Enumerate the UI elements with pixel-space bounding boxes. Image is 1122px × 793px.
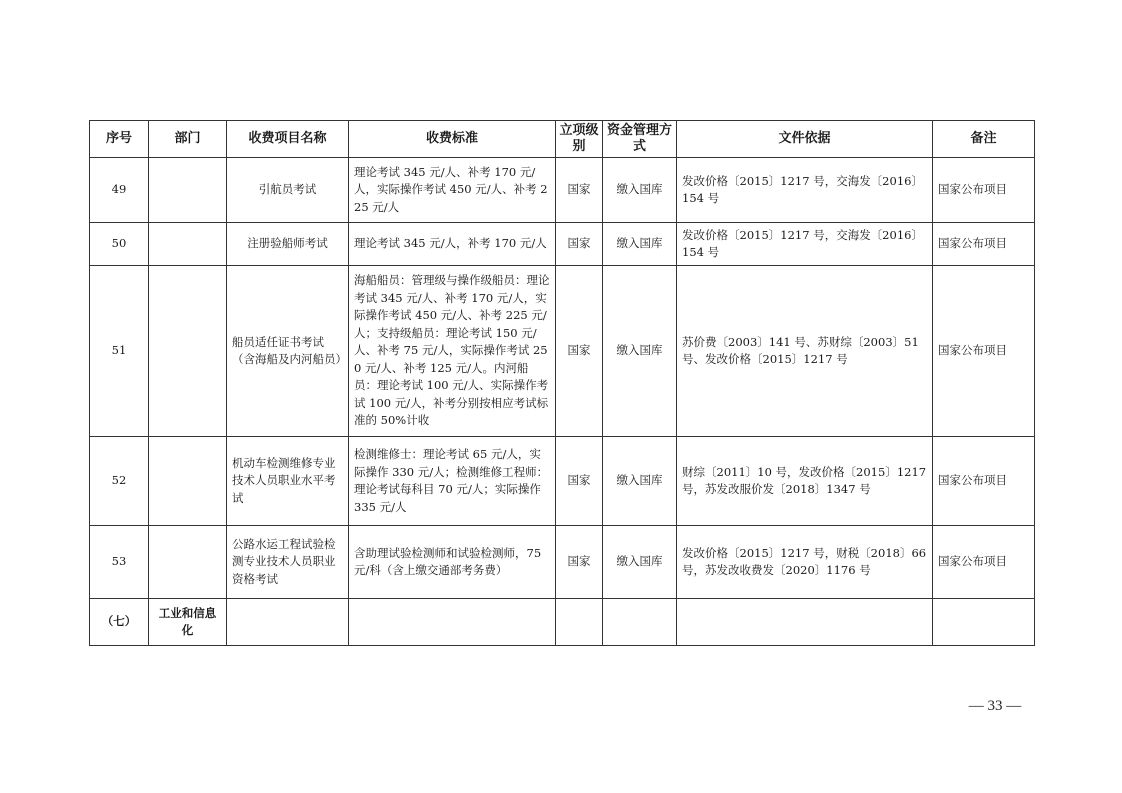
empty-cell (349, 599, 556, 646)
header-standard: 收费标准 (349, 121, 556, 158)
cell-standard: 检测维修士：理论考试 65 元/人，实际操作 330 元/人；检测维修工程师：理论考试每科目 70 元/人；实际操作 335 元/人 (349, 437, 556, 526)
cell-remark: 国家公布项目 (933, 266, 1035, 437)
cell-level: 国家 (556, 158, 603, 223)
empty-cell (556, 599, 603, 646)
header-fund: 资金管理方式 (603, 121, 677, 158)
header-level: 立项级别 (556, 121, 603, 158)
empty-cell (933, 599, 1035, 646)
cell-item: 引航员考试 (227, 158, 349, 223)
cell-dept (149, 266, 227, 437)
section-row (90, 599, 1035, 646)
empty-cell (603, 599, 677, 646)
cell-fund: 缴入国库 (603, 158, 677, 223)
cell-no: 51 (90, 266, 149, 437)
cell-basis: 苏价费〔2003〕141 号、苏财综〔2003〕51 号、发改价格〔2015〕1217 号 (677, 266, 933, 437)
header-no: 序号 (90, 121, 149, 158)
header-basis: 文件依据 (677, 121, 933, 158)
empty-cell (677, 599, 933, 646)
cell-no: 53 (90, 526, 149, 599)
section-number: （七） (90, 599, 149, 646)
cell-fund: 缴入国库 (603, 526, 677, 599)
cell-dept (149, 223, 227, 266)
table-row (90, 526, 1035, 599)
header-item: 收费项目名称 (227, 121, 349, 158)
cell-remark: 国家公布项目 (933, 223, 1035, 266)
cell-standard: 含助理试验检测师和试验检测师，75 元/科（含上缴交通部考务费） (349, 526, 556, 599)
table-row (90, 266, 1035, 437)
cell-no: 52 (90, 437, 149, 526)
cell-basis: 发改价格〔2015〕1217 号，财税〔2018〕66 号，苏发改收费发〔2020〕1176 号 (677, 526, 933, 599)
section-title: 工业和信息化 (149, 599, 227, 646)
cell-no: 50 (90, 223, 149, 266)
table-row (90, 223, 1035, 266)
cell-standard: 海船船员：管理级与操作级船员：理论考试 345 元/人、补考 170 元/人，实际操作考试 450 元/人、补考 225 元/人；支持级船员：理论考试 150 元/人、补考 75 元/人，实际操作考试 250 元/人、补考 125 元/人。内河船员：理论考试 100 元/人、实际操作考试 100 元/人，补考分别按相应考试标准的 50%计收 (349, 266, 556, 437)
cell-level: 国家 (556, 526, 603, 599)
cell-fund: 缴入国库 (603, 437, 677, 526)
page-number: — 33 — (968, 698, 1022, 714)
cell-basis: 发改价格〔2015〕1217 号，交海发〔2016〕154 号 (677, 223, 933, 266)
cell-dept (149, 526, 227, 599)
cell-dept (149, 437, 227, 526)
cell-level: 国家 (556, 437, 603, 526)
cell-remark: 国家公布项目 (933, 158, 1035, 223)
cell-basis: 发改价格〔2015〕1217 号，交海发〔2016〕154 号 (677, 158, 933, 223)
cell-remark: 国家公布项目 (933, 437, 1035, 526)
cell-fund: 缴入国库 (603, 266, 677, 437)
cell-item: 公路水运工程试验检测专业技术人员职业资格考试 (227, 526, 349, 599)
cell-item: 注册验船师考试 (227, 223, 349, 266)
fee-table (89, 120, 1035, 646)
table-row (90, 158, 1035, 223)
cell-item: 船员适任证书考试（含海船及内河船员） (227, 266, 349, 437)
empty-cell (227, 599, 349, 646)
header-remark: 备注 (933, 121, 1035, 158)
cell-fund: 缴入国库 (603, 223, 677, 266)
cell-dept (149, 158, 227, 223)
cell-standard: 理论考试 345 元/人、补考 170 元/人，实际操作考试 450 元/人、补考 225 元/人 (349, 158, 556, 223)
cell-remark: 国家公布项目 (933, 526, 1035, 599)
cell-standard: 理论考试 345 元/人，补考 170 元/人 (349, 223, 556, 266)
cell-level: 国家 (556, 223, 603, 266)
cell-no: 49 (90, 158, 149, 223)
header-dept: 部门 (149, 121, 227, 158)
table-header-row (90, 121, 1035, 158)
table-row (90, 437, 1035, 526)
cell-item: 机动车检测维修专业技术人员职业水平考试 (227, 437, 349, 526)
cell-basis: 财综〔2011〕10 号，发改价格〔2015〕1217 号，苏发改服价发〔2018〕1347 号 (677, 437, 933, 526)
cell-level: 国家 (556, 266, 603, 437)
